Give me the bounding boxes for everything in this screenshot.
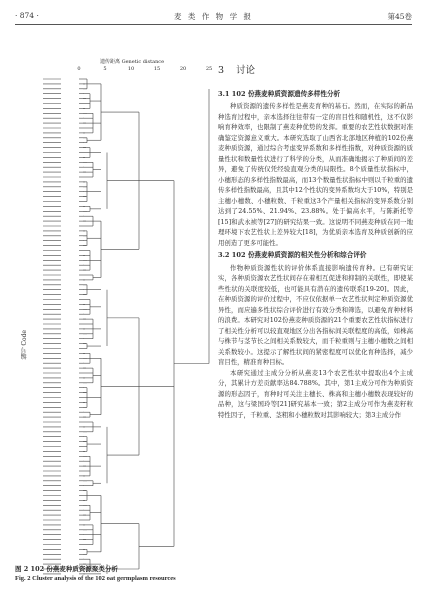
- dendrogram-tree: [35, 75, 213, 585]
- page-header: [15, 10, 412, 25]
- subsection-heading-3-1: 3.1 102 份燕麦种质资源遗传多样性分析: [218, 89, 341, 98]
- section-heading: [218, 66, 413, 77]
- subsection-heading-3-2: 3.2 102 份燕麦种质资源的相关性分析和综合评价: [218, 251, 367, 259]
- section-title: 讨论: [236, 65, 256, 76]
- scale-tick: 25: [205, 66, 213, 72]
- journal-name: 麦 类 作 物 学 报: [174, 12, 253, 21]
- volume-label: 第45卷: [387, 12, 412, 21]
- figure-caption-cn: 图 2 102 份燕麦种质资源聚类分析: [15, 565, 118, 573]
- dendrogram-figure: [15, 30, 215, 565]
- scale-tick: 0: [77, 66, 81, 72]
- paragraph-correlation: 作物种质资源性状的评价体系直接影响遗传育种。已有研究证实，各种质资源农艺性状间存在着相互促进和抑制的关联性，即使某些性状的关联度较低，也可能具有潜在的遗传联系[19-20]。因此，在种质资源的评价过程中，不应仅依据单一农艺性状判定种质资源优异性，而应遍多性状综合评价进行有效分类和筛选，以避免育种材料的浪费。本研究对102份燕麦种质资源的21个重要农艺性状指标进行了相关性分析可以较直观地区分出各指标间关联程度的高低，如株高与株节与茎节长之间相关系数较大，而千粒重则与主穗小穗数之间相关系数较小。这提示了解性状间的紧密程度可以优化育种选择，减少盲目性，精准育种目标。: [218, 263, 413, 366]
- scale-tick: 15: [153, 66, 161, 72]
- scale-tick: 5: [103, 66, 107, 72]
- page-number: · 874 ·: [15, 11, 39, 20]
- text-column: [218, 30, 413, 420]
- section-number: 3: [218, 65, 225, 76]
- scale-tick: 10: [127, 66, 135, 72]
- scale-tick: 20: [179, 66, 187, 72]
- paragraph-diversity: 种质资源的遗传多样性是燕麦育种的基石。然而，在实际的新品种选育过程中，亲本选择往往带有一定的盲目性和随机性，这不仅影响育种效率，也限制了燕麦种优势的发挥。重要的农艺性状数据对准确鉴定资源意义重大。本研究选取了山西省北部地区种植的102份燕麦种质资源，通过综合考虑变异系数和多样性指数，对种质资源的质量性状和数量性状进行了科学的分类，从而准确地揭示了种质间的差异，避免了传统仅凭经验直观分类的局限性。8个质量性状指标中，小穗形态的多样性指数最高，而13个数量性状指标中则以千粒重的遗传多样性指数最高，且其中12个性状的变异系数均大于10%，特别是主穗小穗数、小穗粒数、千粒重这3个产量相关指标的变异系数分别达到了24.55%、21.94%、23.88%。处于偏高水平，与陈新托等[15]和武永祯等[27]的研究结果一致。这说明不同燕麦种质在同一地理环境下农艺性状上差异较大[18]，为优质亲本选育及种质创新的应用创造了更多可能性。: [218, 102, 413, 247]
- paragraph-pca: 本研究通过主成分分析从燕麦13个农艺性状中提取出4个主成分，其累计方差贡献率达84.788%。其中，第1主成分可作为种质资源的形态因子，育种时可关注主穗长、株高和主穗小穗数表现较好的品种，这与梁国玲等[21]研究基本一致；第2主成分可作为燕麦籽粒特性因子，千粒重、茎粗和小穗粒数对其影响较大；第3主成分作: [218, 368, 413, 419]
- axis-label: 编号 Code: [21, 330, 28, 360]
- figure-caption-en: Fig. 2 Cluster analysis of the 102 oat germplasm resources: [15, 575, 176, 582]
- scale-title: 遗传距离 Genetic distance: [100, 59, 165, 65]
